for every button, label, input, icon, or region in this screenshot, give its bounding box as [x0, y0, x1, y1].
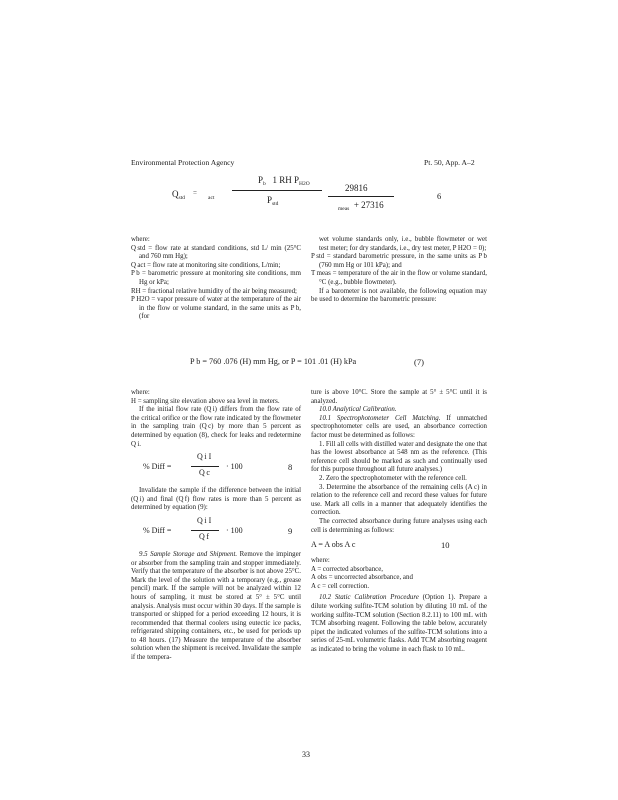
section-heading: [311, 406, 487, 415]
section-10-2: [311, 594, 487, 654]
paragraph: P std = standard barometric pressure, in the same units as P b (760 mm Hg or 101 kPa); and: [311, 253, 487, 269]
paragraph: RH = fractional relative humidity of the air being measured;: [131, 287, 297, 295]
eq6-fraction-bar-2: [328, 196, 394, 197]
equation-8: [131, 449, 301, 487]
equation-7: P b = 760 .076 (H) mm Hg, or P = 101 .01 (H) kPa: [190, 357, 357, 366]
eq10-body: A = A obs A c: [311, 540, 356, 550]
eq6-fraction-bar-1: [232, 190, 322, 191]
section-heading: 10.1 Spectrophotometer Cell Matching.: [319, 414, 441, 422]
paragraph: P H2O = vapor pressure of water at the temperature of the air in the flow or volume standard, in the same units as P b, (for: [131, 296, 301, 321]
body-left-column: [131, 389, 301, 663]
eq8-lhs: % Diff =: [143, 462, 172, 472]
eq9-lhs: % Diff =: [143, 525, 172, 535]
section-10-title: 10.0 Analytical Calibration.: [319, 406, 397, 414]
eq6-lhs: $Q_{std}$: [172, 189, 185, 201]
paragraph: where:: [131, 236, 150, 243]
paragraph: Q act = flow rate at monitoring site conditions, L/min;: [131, 261, 281, 269]
eq6-numerator-2: 29816: [345, 183, 368, 193]
paragraph: If unmatched spectrophotometer cells are used, an absorbance correction factor must be determined as follows:: [311, 414, 487, 439]
paragraph: wet volume standards only, i.e., bubble flowmeter or wet test meter; for dry standards, i.e., dry test meter, P H2O = 0);: [319, 236, 487, 252]
paragraph: where:: [131, 389, 150, 396]
paragraph: 3. Determine the absorbance of the remaining cells (A c) in relation to the reference cell and record these values for future use. Mark all cells in a manner that adequately identifies the correction.: [311, 483, 487, 517]
eq8-fraction-bar: [191, 466, 219, 467]
paragraph: where:: [311, 557, 330, 565]
definitions-left-column: [131, 236, 301, 322]
paragraph: 2. Zero the spectrophotometer with the reference cell.: [319, 474, 467, 482]
eq9-multiplier: · 100: [226, 525, 243, 535]
eq10-number: 10: [441, 540, 450, 551]
paragraph: A = corrected absorbance,: [311, 565, 383, 573]
section-heading: 10.2 Static Calibration Procedure: [319, 594, 419, 602]
eq9-number: 9: [288, 525, 293, 536]
paragraph: Remove the impinger or absorber from the sampling train and stopper immediately. Verify that the temperature of the absorber is not above 25°C. Mark the level of the solution with a temporary (e.g., grease pencil) mark. If the sample will not be analyzed within 12 hours of sampling, it must be stored at 5° ± 5°C until analysis. Analysis must occur within 30 days. If the sample is transported or shipped for a period exceeding 12 hours, it is recommended that thermal coolers using eutectic ice packs, refrigerated shipping containers, etc., be used for periods up to 48 hours. (17) Measure the temperature of the absorber solution when the shipment is received. Invalidate the sample if the tempera-: [131, 550, 301, 662]
eq8-number: 8: [288, 462, 293, 473]
paragraph: A obs = uncorrected absorbance, and: [311, 574, 413, 582]
paragraph: T meas = temperature of the air in the flow or volume standard, °C (e.g., bubble flowmeter).: [311, 270, 487, 286]
paragraph: If the initial flow rate (Q i) differs from the flow rate of the critical orifice or the flow rate indicated by the flowmeter in the sampling train (Q c) by more than 5 percent as determined by equation (8), check for leaks and redetermine Q i.: [131, 406, 301, 448]
section-9-5: [131, 551, 301, 663]
equation-9: [131, 513, 301, 551]
section-heading: 9.5 Sample Storage and Shipment.: [139, 550, 238, 558]
eq6-qact: act: [208, 195, 215, 201]
eq8-denominator: Q c: [199, 468, 210, 478]
eq6-number: 6: [437, 191, 442, 201]
definitions-right-column: [311, 236, 487, 305]
running-header-citation: Pt. 50, App. A–2: [424, 158, 475, 167]
paragraph: A c = cell correction.: [311, 582, 370, 590]
eq6-denominator: $P_{std}$: [267, 195, 279, 207]
paragraph: ture is above 10°C. Store the sample at 5° ± 5°C until it is analyzed.: [311, 389, 487, 405]
paragraph: Q std = flow rate at standard conditions, std L/ min (25°C and 760 mm Hg);: [131, 244, 301, 261]
eq9-denominator: Q f: [199, 531, 210, 541]
paragraph: P b = barometric pressure at monitoring site conditions, mm Hg or kPa;: [131, 270, 301, 286]
eq7-number: (7): [414, 357, 424, 367]
paragraph: If a barometer is not available, the following equation may be used to determine the barometric pressure:: [311, 287, 487, 304]
paragraph: 1. Fill all cells with distilled water and designate the one that has the lowest absorbance at 548 nm as the reference. (This reference cell should be marked as such and continually used for this purpose throughout all future analyses.): [311, 440, 487, 474]
eq9-numerator: Q i I: [197, 515, 212, 525]
page-number: 33: [302, 750, 310, 759]
equation-10: [311, 535, 487, 557]
eq6-denominator-2: $_{meas}$ + 27316: [338, 200, 384, 212]
paragraph: The corrected absorbance during future analyses using each cell is determining as follows:: [311, 517, 487, 534]
eq8-multiplier: · 100: [226, 462, 243, 472]
section-10-1: [311, 415, 487, 441]
paragraph: Invalidate the sample if the difference between the initial (Q i) and final (Q f) flow rates is more than 5 percent as determined by equation (9):: [131, 487, 301, 512]
paragraph: (Option 1). Prepare a dilute working sulfite-TCM solution by diluting 10 mL of the working sulfite-TCM solution (Section 8.2.11) to 100 mL with TCM absorbing reagent. Following the table below, accurately pipet the indicated volumes of the sulfite-TCM solutions into a series of 25-mL volumetric flasks. Add TCM absorbing reagent as indicated to bring the volume in each flask to 10 mL.: [311, 594, 487, 654]
eq8-numerator: Q i I: [197, 452, 212, 462]
eq6-numerator: $P_b$ 1 RH $P_{H2O}$: [258, 175, 310, 187]
body-right-column: [311, 389, 487, 655]
eq9-fraction-bar: [191, 530, 219, 531]
running-header-agency: Environmental Protection Agency: [131, 158, 235, 167]
paragraph: H = sampling site elevation above sea level in meters.: [131, 397, 280, 405]
eq6-equals: =: [193, 189, 197, 197]
